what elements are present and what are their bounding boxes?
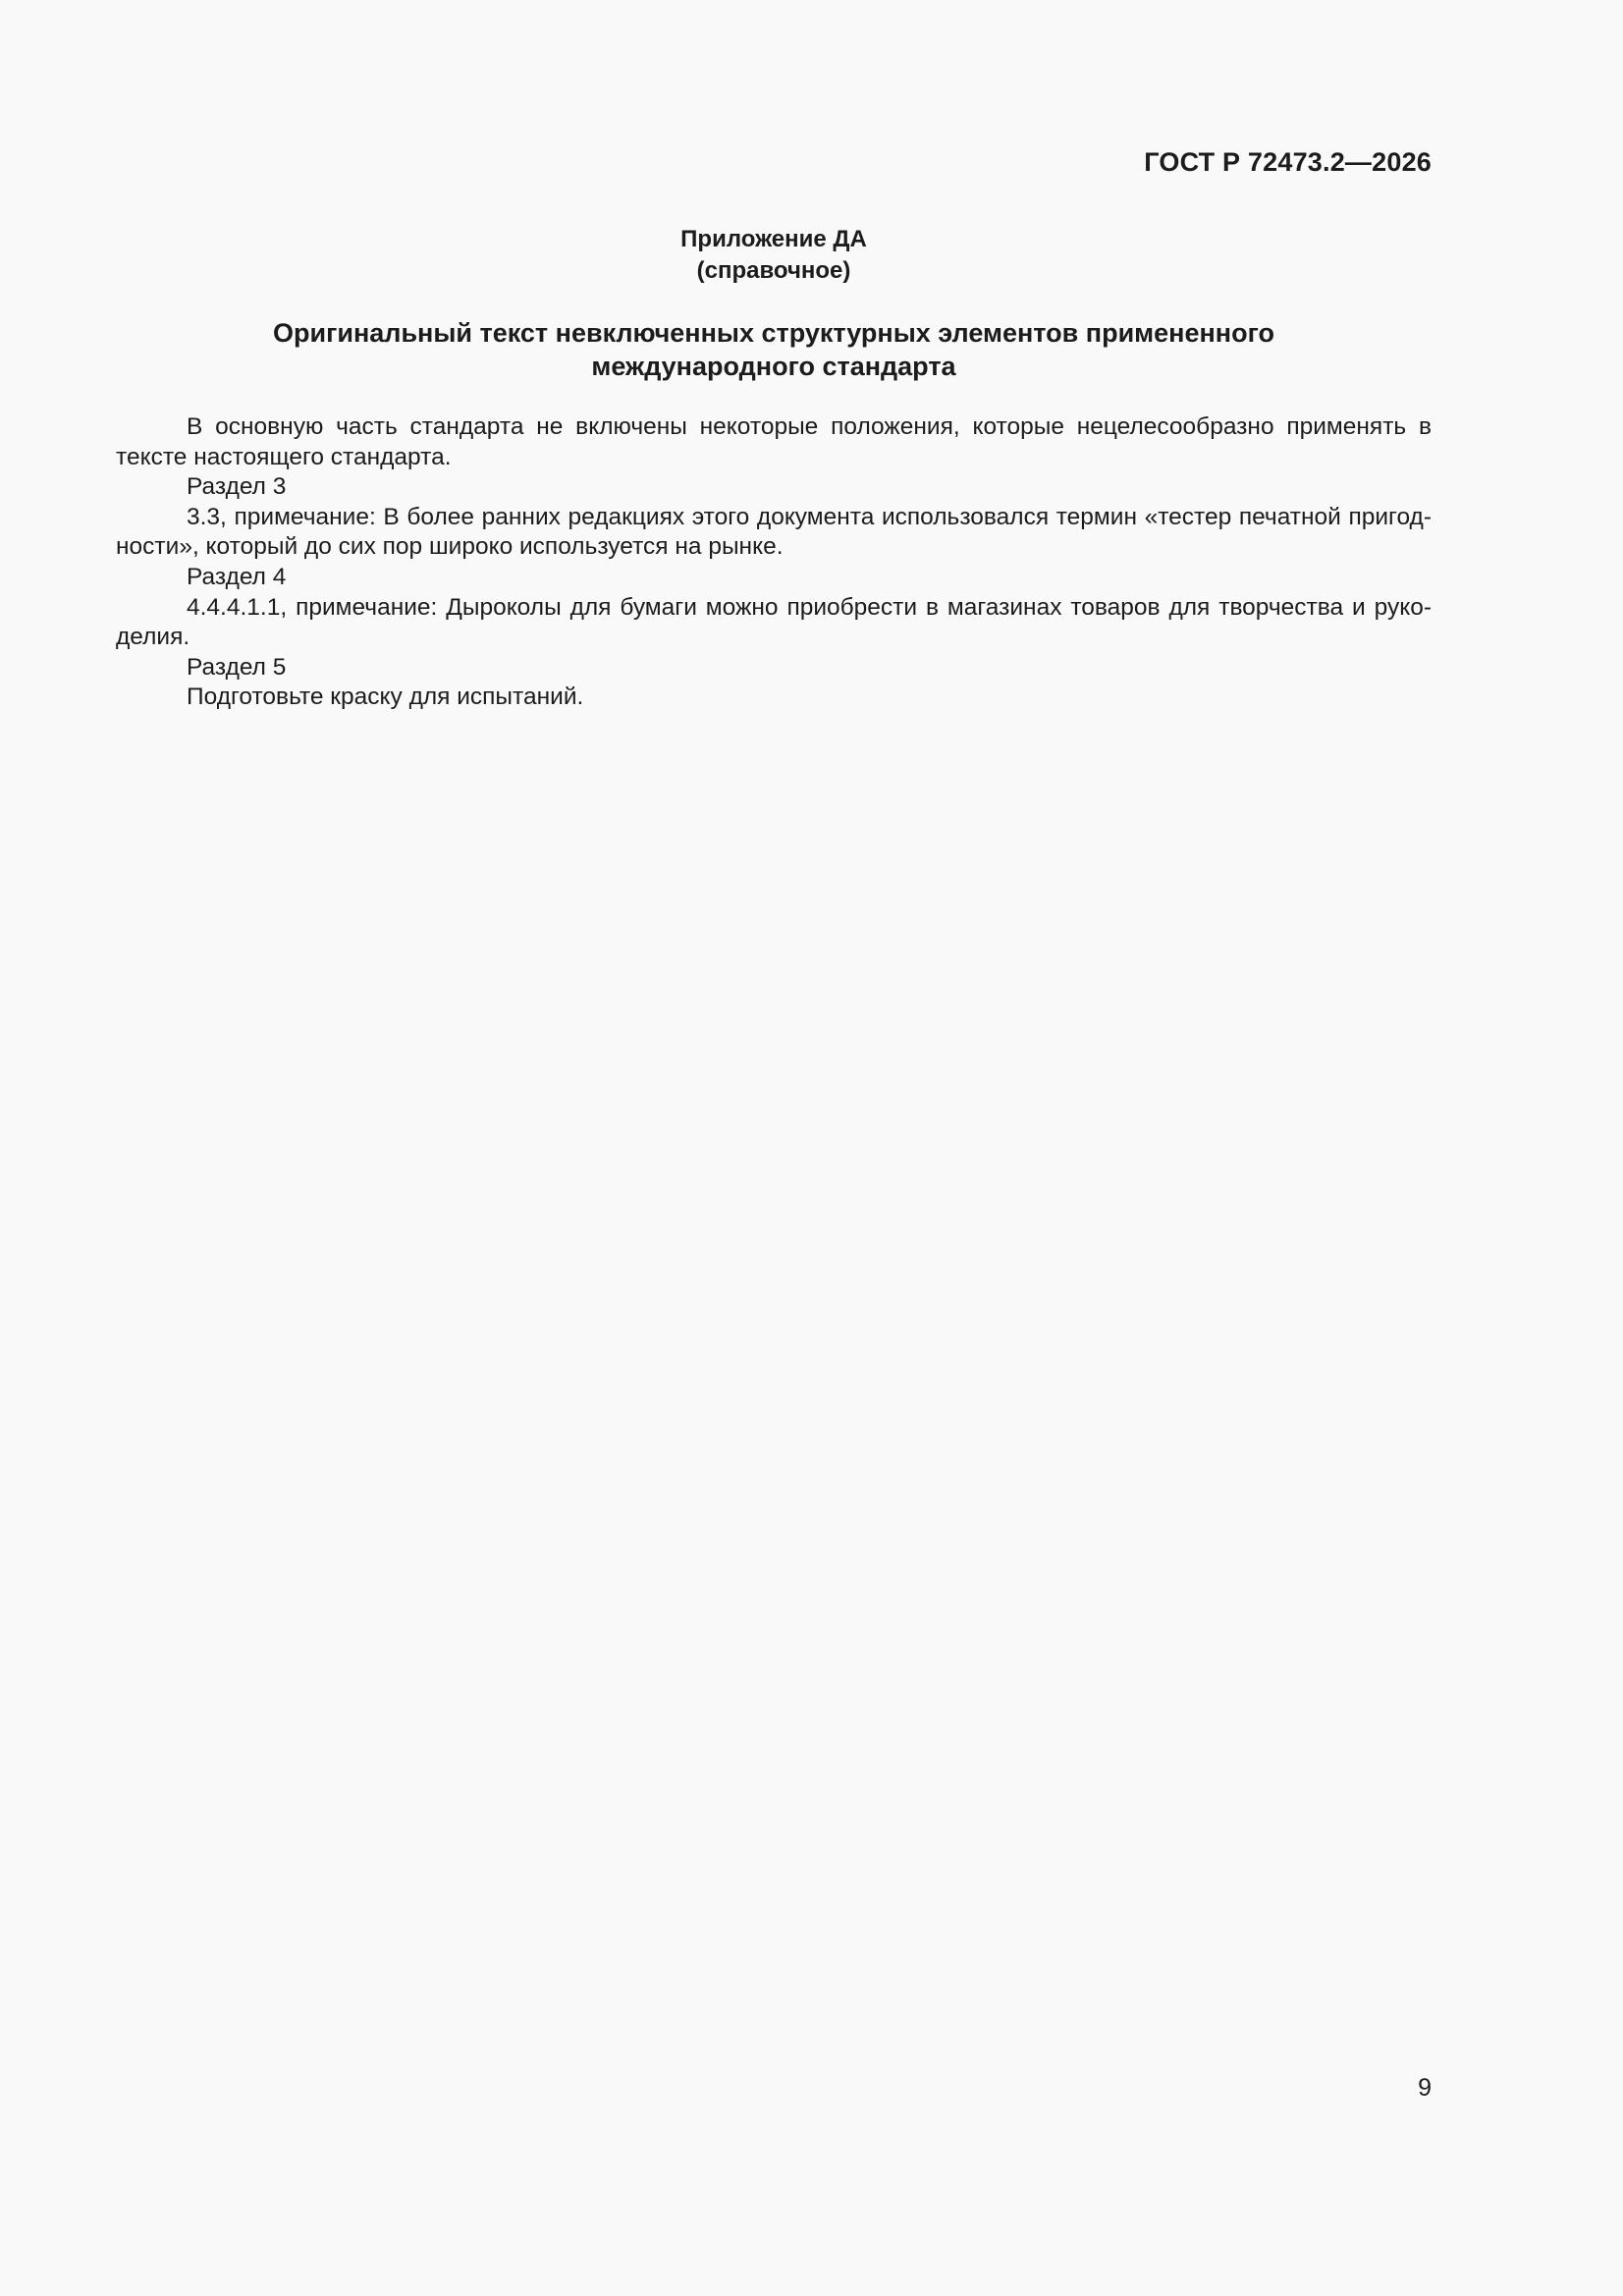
- section-heading-5: Раздел 5: [187, 653, 287, 681]
- appendix-title-line-1: Оригинальный текст невключенных структурных элементов примененного: [273, 318, 1274, 348]
- section-heading-3: Раздел 3: [187, 473, 287, 501]
- appendix-title-line-2: международного стандарта: [591, 352, 956, 381]
- paragraph-section-5: Подготовьте краску для испытаний.: [187, 683, 584, 711]
- body-text: [116, 412, 1432, 713]
- appendix-heading: [0, 224, 1547, 287]
- appendix-label: Приложение ДА: [680, 226, 867, 252]
- appendix-type: (справочное): [696, 257, 851, 284]
- standard-code: ГОСТ Р 72473.2—2026: [1144, 147, 1432, 177]
- paragraph-note-3-3: 3.3, примечание: В более ранних редакциях этого документа использовался термин «тестер печатной пригод-ности», который до сих пор широко используется на рынке.: [116, 503, 1432, 561]
- section-heading-4: Раздел 4: [187, 563, 287, 590]
- appendix-title: [116, 316, 1432, 383]
- page-number: 9: [1418, 2074, 1432, 2102]
- paragraph-note-4-4-4-1-1: 4.4.4.1.1, примечание: Дыроколы для бумаги можно приобрести в магазинах товаров для творчества и руко-делия.: [116, 593, 1432, 651]
- paragraph-intro: В основную часть стандарта не включены некоторые положения, которые нецелесообразно применять в тексте настоящего стандарта.: [116, 413, 1432, 470]
